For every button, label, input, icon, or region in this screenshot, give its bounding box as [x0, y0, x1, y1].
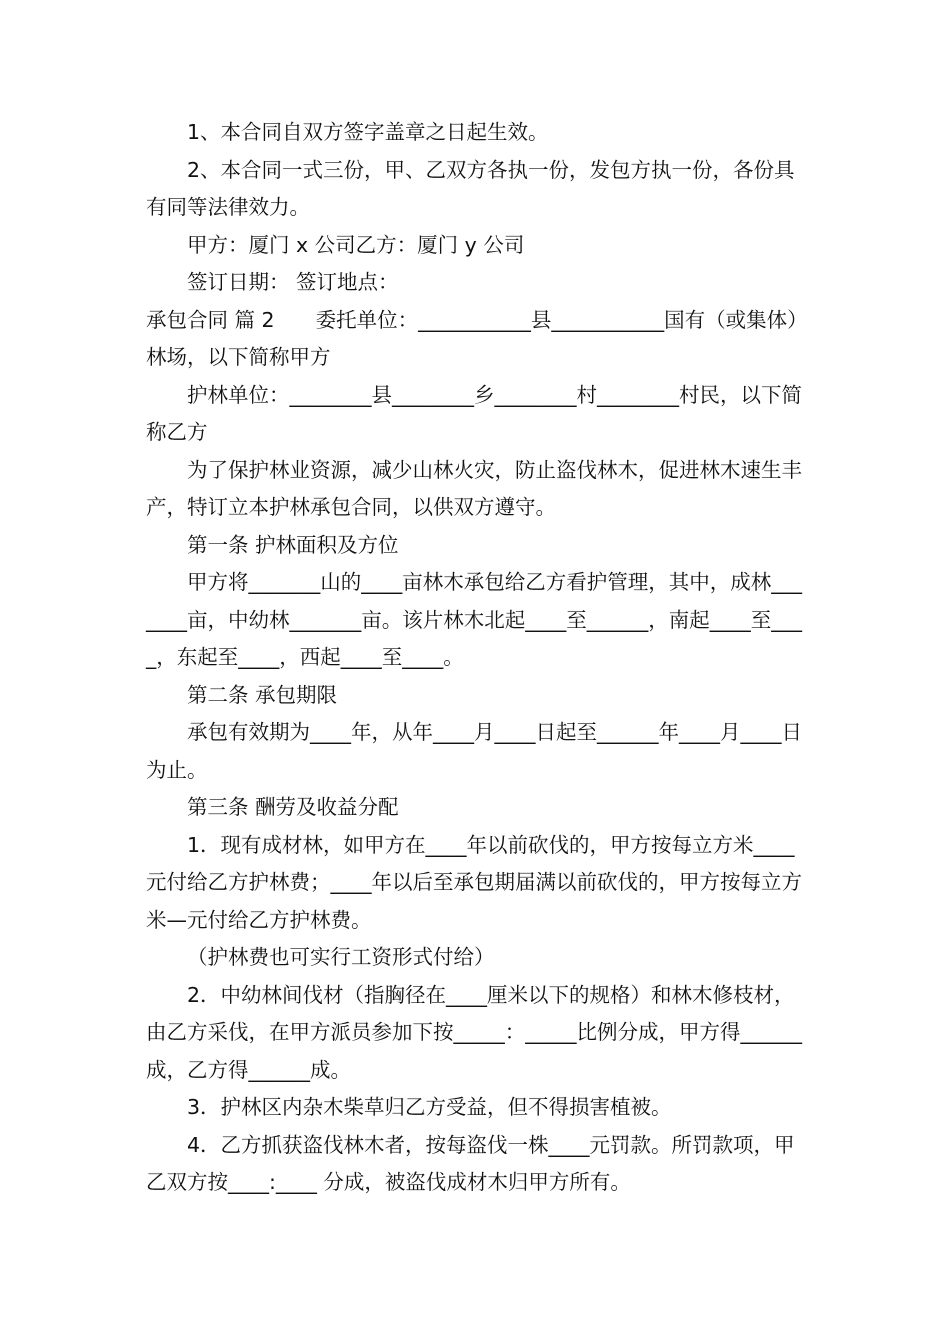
paragraph-article-1-body: 甲方将_______山的____亩林木承包给乙方看护管理，其中，成林_______亩，中幼林_______亩。该片林木北起____至______，南起____至____，东起至____，西起____至____。 [146, 570, 802, 669]
paragraph-clause-effective: 1、本合同自双方签字盖章之日起生效。 [187, 120, 549, 144]
paragraph-parties: 甲方：厦门 x 公司乙方：厦门 y 公司 [187, 232, 525, 257]
paragraph-article-3-item-3: 3．护林区内杂木柴草归乙方受益，但不得损害植被。 [187, 1095, 672, 1119]
paragraph-clause-copies: 2、本合同一式三份，甲、乙双方各执一份，发包方执一份，各份具有同等法律效力。 [146, 157, 795, 219]
paragraph-article-3-item-4: 4．乙方抓获盗伐林木者，按每盗伐一株____元罚款。所罚款项，甲乙双方按____:____ 分成，被盗伐成材木归甲方所有。 [146, 1132, 795, 1194]
paragraph-sign-date-place: 签订日期： 签订地点： [187, 270, 399, 294]
paragraph-article-2-body: 承包有效期为____年，从年____月____日起至______年____月____日为止。 [146, 720, 802, 782]
paragraph-article-3-item-1: 1．现有成材林，如甲方在____年以前砍伐的，甲方按每立方米____元付给乙方护林费；____年以后至承包期届满以前砍伐的，甲方按每立方米—元付给乙方护林费。 [146, 832, 802, 932]
heading-article-1: 第一条 护林面积及方位 [187, 532, 399, 557]
paragraph-purpose: 为了保护林业资源，减少山林火灾，防止盗伐林木，促进林木速生丰产，特订立本护林承包合同，以供双方遵守。 [146, 457, 802, 519]
paragraph-article-3-item-2: 2．中幼林间伐材（指胸径在____厘米以下的规格）和林木修枝材，由乙方采伐，在甲方派员参加下按_____：_____比例分成，甲方得______成，乙方得______成。 [146, 982, 802, 1082]
document-body [146, 114, 810, 1202]
heading-article-2: 第二条 承包期限 [187, 682, 338, 707]
paragraph-article-3-note: （护林费也可实行工资形式付给） [187, 945, 495, 969]
heading-article-3: 第三条 酬劳及收益分配 [187, 795, 399, 819]
paragraph-forest-guard-unit: 护林单位：________县________乡________村________村民，以下简称乙方 [146, 382, 802, 444]
paragraph-contract-2-principal: 承包合同 篇 2 委托单位：___________县___________国有（或集体）林场，以下简称甲方 [146, 307, 808, 369]
